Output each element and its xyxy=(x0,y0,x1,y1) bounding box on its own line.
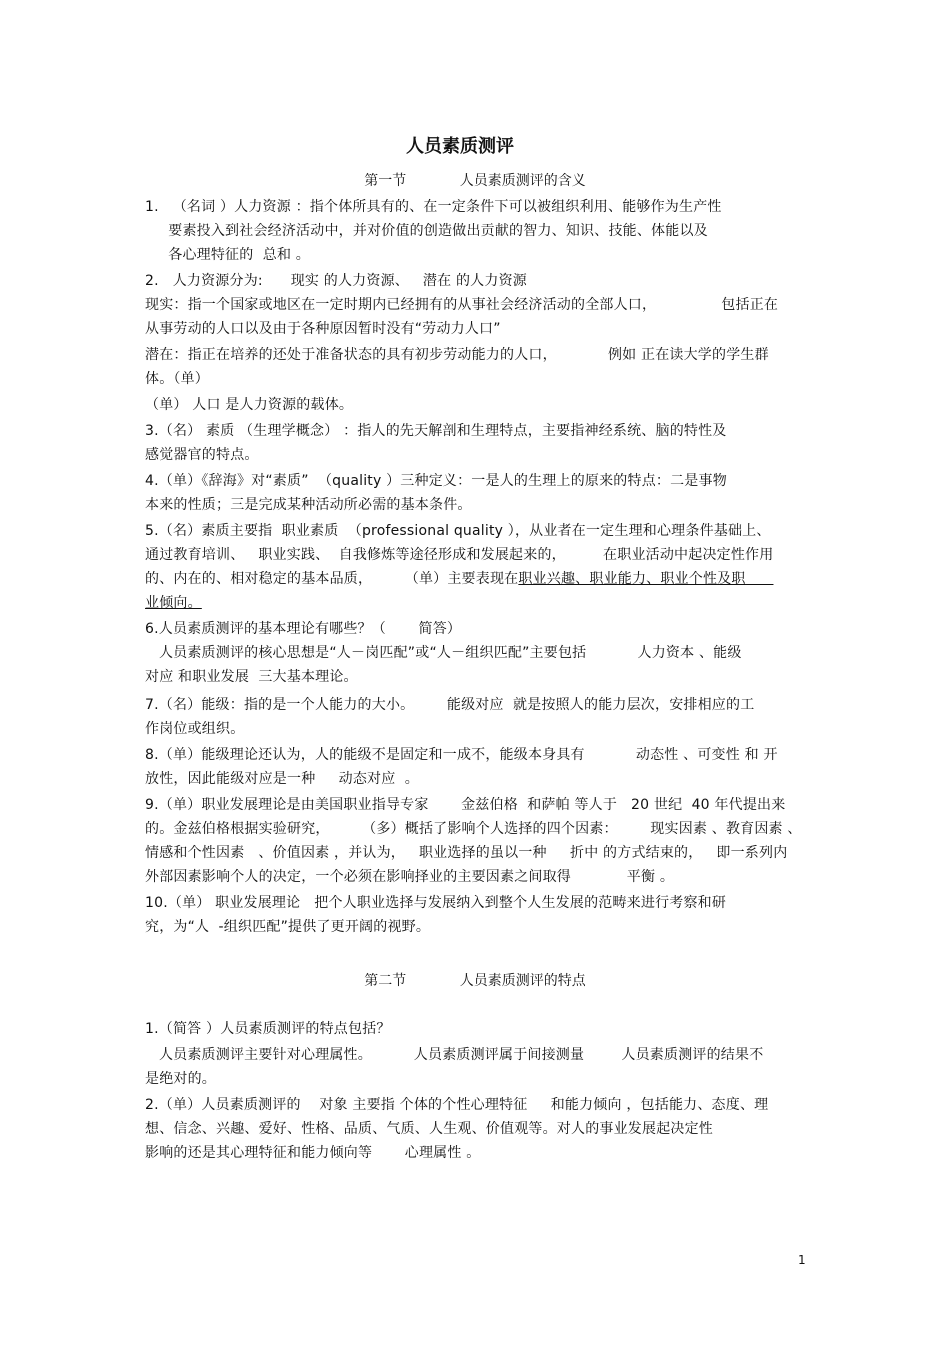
text-line xyxy=(145,570,773,588)
text-line: 体。（单） xyxy=(145,371,209,387)
section-heading-2: 第二节 人员素质测评的特点 xyxy=(364,973,586,989)
text-segment: 的、内在的、相对稳定的基本品质， （单）主要表现在 xyxy=(145,571,519,587)
text-line: 10.（单） 职业发展理论 把个人职业选择与发展纳入到整个人生发展的范畴来进行考察和研 xyxy=(145,895,727,911)
text-line: 作岗位或组织。 xyxy=(145,721,245,737)
text-line: 的。金兹伯格根据实验研究， （多）概括了影响个人选择的四个因素： 现实因素 、教育因素 、 xyxy=(145,821,802,837)
text-line: 3.（名） 素质 （生理学概念） ：指人的先天解剖和生理特点，主要指神经系统、脑的特性及 xyxy=(145,423,727,439)
text-line: 2.（单）人员素质测评的 对象 主要指 个体的个性心理特征 和能力倾向 ，包括能力、态度、理 xyxy=(145,1097,769,1113)
text-line: 对应 和职业发展 三大基本理论。 xyxy=(145,669,358,685)
text-line: 各心理特征的 总和 。 xyxy=(145,247,311,263)
text-line: 人员素质测评主要针对心理属性。 人员素质测评属于间接测量 人员素质测评的结果不 xyxy=(145,1047,764,1063)
text-line: 8.（单）能级理论还认为，人的能级不是固定和一成不，能级本身具有 动态性 、可变性 和 开 xyxy=(145,747,778,763)
text-line: 要素投入到社会经济活动中，并对价值的创造做出贡献的智力、知识、技能、体能以及 xyxy=(145,223,708,239)
underlined-text: 职业兴趣、职业能力、职业个性及职 xyxy=(518,571,774,587)
text-line: 1. （名词 ）人力资源 ：指个体所具有的、在一定条件下可以被组织利用、能够作为生产性 xyxy=(145,199,722,215)
text-line: （单） 人口 是人力资源的载体。 xyxy=(145,397,354,413)
page-title: 人员素质测评 xyxy=(406,136,514,157)
text-line: 6.人员素质测评的基本理论有哪些？（ 简答） xyxy=(145,621,462,637)
text-line: 情感和个性因素 、价值因素 ，并认为， 职业选择的虽以一种 折中 的方式结束的， 即一系列内 xyxy=(145,845,788,861)
text-line: 是绝对的。 xyxy=(145,1071,216,1087)
text-line: 业倾向。 xyxy=(145,595,202,611)
text-line: 9.（单）职业发展理论是由美国职业指导专家 金兹伯格 和萨帕 等人于 20 世纪 40 年代提出来 xyxy=(145,797,786,813)
text-line: 4.（单）《辞海》对“素质” （quality ）三种定义：一是人的生理上的原来的特点：二是事物 xyxy=(145,473,727,489)
text-line: 从事劳动的人口以及由于各种原因暂时没有“劳动力人口” xyxy=(145,321,501,337)
text-line: 感觉器官的特点。 xyxy=(145,447,259,463)
section-heading-1: 第一节 人员素质测评的含义 xyxy=(364,173,586,189)
text-line: 影响的还是其心理特征和能力倾向等 心理属性 。 xyxy=(145,1145,481,1161)
text-line: 放性，因此能级对应是一种 动态对应 。 xyxy=(145,771,419,787)
text-line: 究，为“人 -组织匹配”提供了更开阔的视野。 xyxy=(145,919,431,935)
text-line: 想、信念、兴趣、爱好、性格、品质、气质、人生观、价值观等。对人的事业发展起决定性 xyxy=(145,1121,713,1137)
text-line: 5.（名）素质主要指 职业素质 （professional quality ），从业者在一定生理和心理条件基础上、 xyxy=(145,523,771,539)
text-line: 2. 人力资源分为: 现实 的人力资源、 潜在 的人力资源 xyxy=(145,273,527,289)
text-line: 人员素质测评的核心思想是“人－岗匹配”或“人－组织匹配”主要包括 人力资本 、能级 xyxy=(145,645,742,661)
text-line: 潜在：指正在培养的还处于准备状态的具有初步劳动能力的人口， 例如 正在读大学的学生群 xyxy=(145,347,769,363)
text-line: 现实：指一个国家或地区在一定时期内已经拥有的从事社会经济活动的全部人口， 包括正在 xyxy=(145,297,779,313)
text-line: 本来的性质；三是完成某种活动所必需的基本条件。 xyxy=(145,497,472,513)
text-line: 外部因素影响个人的决定，一个必须在影响择业的主要因素之间取得 平衡 。 xyxy=(145,869,675,885)
page-number: 1 xyxy=(798,1253,806,1267)
text-line: 通过教育培训、 职业实践、 自我修炼等途径形成和发展起来的， 在职业活动中起决定性作用 xyxy=(145,547,774,563)
text-line: 1.（简答 ）人员素质测评的特点包括？ xyxy=(145,1021,391,1037)
text-line: 7.（名）能级：指的是一个人能力的大小。 能级对应 就是按照人的能力层次，安排相应的工 xyxy=(145,697,755,713)
